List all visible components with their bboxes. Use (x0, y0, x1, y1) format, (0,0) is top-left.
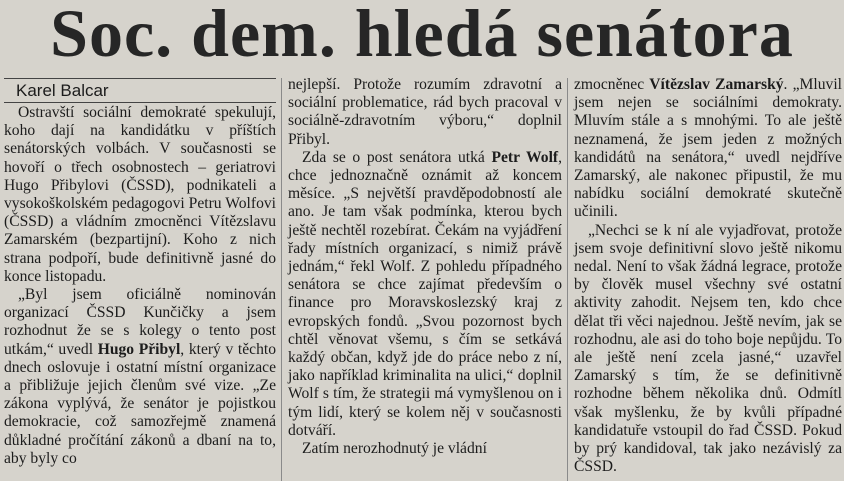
author-byline: Karel Balcar (16, 81, 109, 100)
article-paragraph (288, 149, 562, 440)
article-paragraph (4, 104, 276, 286)
text-run: Zatím nerozhodnutý je vládní (302, 440, 487, 458)
article-column (4, 104, 276, 468)
column-divider (567, 78, 568, 481)
author-rule-bottom (4, 102, 276, 103)
text-run: nejlepší. Protože rozumím zdravotní a sociální problematice, rád bych pracoval v sociálně-zdravotním výboru,“ doplnil Přibyl. (288, 76, 562, 148)
text-run: „Byl jsem oficiálně nominován organizací ČSSD Kunčičky a jsem rozhodnut že se s kolegy o tento post utkám,“ uvedl (4, 286, 276, 358)
text-run: Zda se o post senátora utká (302, 148, 492, 166)
article-column (288, 76, 562, 458)
text-run: zmocněnec (574, 76, 650, 93)
author-rule (4, 78, 276, 79)
text-run: , chce jednoznačně oznámit až koncem měsíce. „S největší pravděpodobností ale ano. Je tam však podmínka, kterou bych ještě nechtěl rozebírat. Čekám na vyjádření řady místních organizací, s nimiž právě jednám,“ řekl Wolf. Z pohledu případného senátora se chce zajímat především o finance pro Moravskoslezský kraj z evropských fondů. „Svou pozornost bych chtěl věnovat všemu, s čím se setkává každý občan, když jde do práce nebo z ní, jako například kriminalita na ulici,“ doplnil Wolf s tím, že strategii má vymyšlenou on i tým lidí, který se kolem něj v současnosti dotváří. (288, 148, 562, 439)
headline: Soc. dem. hledá senátora (50, 0, 794, 71)
column-divider (281, 78, 282, 481)
person-name: Hugo Přibyl (97, 340, 181, 358)
article-paragraph (288, 440, 562, 458)
article-paragraph (574, 222, 842, 477)
article-paragraph (574, 76, 842, 222)
text-run: , který v těchto dnech oslovuje i ostatní místní organizace a přibližuje jejich členům své vize. „Ze zákona vyplývá, že senátor je pojistkou demokracie, což samozřejmě znamená důkladné pročítání zákonů a dbaní na to, aby byly co (4, 340, 276, 467)
text-run: Ostravští sociální demokraté spekulují, koho dají na kandidátku v příštích senátorských volbách. V současnosti se hovoří o třech osobnostech – geriatrovi Hugo Přibylovi (ČSSD), podnikateli a vysokoškolském pedagogovi Petru Wolfovi (ČSSD) a vládním zmocněnci Vítězslavu Zamarském (bezpartijní). Koho z nich strana podpoří, bude definitivně jasné do konce listopadu. (4, 104, 276, 285)
text-run: „Nechci se k ní ale vyjadřovat, protože jsem svoje definitivní slovo ještě nikomu nedal. Není to však žádná legrace, protože by člověk musel všechny své ostatní aktivity zahodit. Nejsem ten, kdo chce dělat tři věci najednou. Ještě nevím, jak se rozhodnu, ale asi do toho boje nepůjdu. To ale ještě není zcela jasné,“ uzavřel Zamarský s tím, že se definitivně rozhodne během několika dnů. Odmítl však myšlenku, že by kvůli případné kandidatuře vstoupil do řad ČSSD. Pokud by prý kandidoval, tak jako nezávislý za ČSSD. (574, 221, 842, 476)
article-paragraph (288, 76, 562, 149)
person-name: Vítězslav Zamarský (649, 76, 784, 93)
person-name: Petr Wolf (491, 148, 559, 166)
article-column (574, 76, 842, 476)
article-paragraph (4, 286, 276, 468)
text-run: . „Mluvil jsem nejen se sociálními demokraty. Mluvím stále a s mnohými. To ale ještě neznamená, že jsem jeden z možných kandidátů na senátora,“ uvedl nejdříve Zamarský, ale nakonec připustil, že mu nabídku sociální demokraté skutečně učinili. (574, 76, 842, 221)
